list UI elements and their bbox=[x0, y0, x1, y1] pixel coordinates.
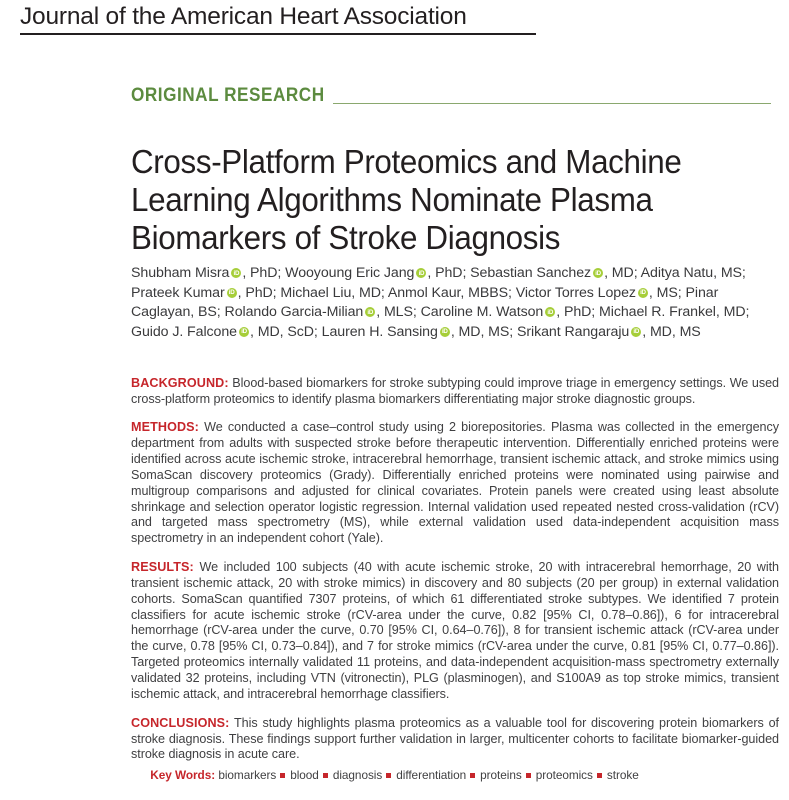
keyword-item[interactable]: proteomics bbox=[535, 768, 593, 782]
orcid-id-icon[interactable] bbox=[545, 307, 555, 317]
author-degrees: , PhD; Sebastian Sanchez bbox=[427, 265, 592, 281]
keyword-separator-icon bbox=[386, 773, 391, 778]
kicker-divider bbox=[333, 103, 771, 104]
keyword-item[interactable]: biomarkers bbox=[218, 768, 277, 782]
author-name: Shubham Misra bbox=[131, 265, 230, 281]
keyword-separator-icon bbox=[323, 773, 328, 778]
masthead-divider bbox=[20, 33, 536, 35]
keyword-separator-icon bbox=[597, 773, 602, 778]
author-degrees: , MD; Aditya Natu, MS; bbox=[604, 265, 746, 281]
author-degrees: , MD, ScD; bbox=[249, 323, 318, 340]
kicker-label: ORIGINAL RESEARCH bbox=[131, 84, 325, 106]
keywords-items bbox=[218, 768, 638, 782]
orcid-id-icon[interactable] bbox=[416, 268, 426, 278]
abstract-results bbox=[131, 560, 779, 703]
keyword-item[interactable]: blood bbox=[290, 768, 319, 782]
abstract-background bbox=[131, 376, 779, 408]
author-name: Rolando Garcia-Milian bbox=[224, 304, 364, 321]
orcid-id-icon[interactable] bbox=[631, 327, 641, 337]
author-name: Prateek Kumar bbox=[131, 284, 225, 301]
orcid-id-icon[interactable] bbox=[239, 327, 249, 337]
author-degrees: , PhD; Michael Liu, MD; Anmol Kaur, MBBS; Victor Torres Lopez bbox=[237, 284, 636, 301]
keyword-item[interactable]: diagnosis bbox=[332, 768, 383, 782]
section-kicker bbox=[131, 84, 771, 108]
keyword-separator-icon bbox=[280, 773, 285, 778]
author-degrees: , MD, MS bbox=[642, 323, 701, 340]
abstract bbox=[131, 363, 779, 763]
orcid-id-icon[interactable] bbox=[440, 327, 450, 337]
keywords-label: Key Words: bbox=[150, 768, 216, 782]
author-degrees: , PhD; Wooyoung Eric Jang bbox=[242, 265, 415, 281]
orcid-id-icon[interactable] bbox=[638, 288, 648, 298]
journal-name: Journal of the American Heart Association bbox=[20, 3, 467, 30]
author-name: Lauren H. Sansing bbox=[321, 323, 438, 340]
author-list bbox=[131, 264, 776, 342]
keywords-row bbox=[0, 768, 789, 782]
abstract-results-label: RESULTS: bbox=[131, 559, 194, 574]
author-degrees: , MS; Pinar Caglayan, BS; bbox=[131, 284, 719, 321]
keyword-separator-icon bbox=[470, 773, 475, 778]
article-title: Cross-Platform Proteomics and Machine Learning Algorithms Nominate Plasma Biomarkers of Stroke Diagnosis bbox=[131, 143, 682, 257]
author-degrees: , PhD; Michael R. Frankel, MD; Guido J. Falcone bbox=[131, 304, 750, 340]
abstract-conclusions-text: This study highlights plasma proteomics as a valuable tool for discovering protein biomarkers of stroke diagnosis. These findings support further validation in larger, multicenter cohorts to facilitate biomarker-guided stroke diagnosis in acute care. bbox=[131, 715, 779, 762]
abstract-methods bbox=[131, 420, 779, 547]
abstract-conclusions-label: CONCLUSIONS: bbox=[131, 715, 230, 730]
abstract-methods-label: METHODS: bbox=[131, 420, 199, 434]
keyword-item[interactable]: proteins bbox=[480, 768, 522, 782]
journal-masthead bbox=[20, 2, 580, 35]
keyword-separator-icon bbox=[526, 773, 531, 778]
keyword-item[interactable]: stroke bbox=[606, 768, 639, 782]
author-degrees: , MD, MS; Srikant Rangaraju bbox=[450, 323, 630, 340]
author-degrees: , MLS; Caroline M. Watson bbox=[376, 304, 544, 321]
orcid-id-icon[interactable] bbox=[365, 307, 375, 317]
orcid-id-icon[interactable] bbox=[593, 268, 603, 278]
abstract-methods-text: We conducted a case–control study using 2 biorepositories. Plasma was collected in the emergency department from adults with suspected stroke before therapeutic intervention. Differentially enriched proteins were identified across acute ischemic stroke, intracerebral hemorrhage, transient ischemic attack, and stroke mimics using SomaScan discovery proteomics (Grady). Differentially enriched proteins were nominated using pairwise and multigroup comparisons and adjusted for clinical covariates. Protein panels were created using least absolute shrinkage and selection operator logistic regression. Internal validation used repeated nested cross-validation (rCV) and targeted mass spectrometry (MS), while external validation used data-independent acquisition mass spectrometry in an independent cohort (Yale). bbox=[131, 420, 779, 546]
keyword-item[interactable]: differentiation bbox=[396, 768, 467, 782]
abstract-conclusions bbox=[131, 716, 779, 764]
abstract-background-text: Blood-based biomarkers for stroke subtyping could improve triage in emergency settings. We used cross-platform proteomics to identify plasma biomarkers differentiating major stroke diagnostic groups. bbox=[131, 375, 779, 406]
abstract-background-label: BACKGROUND: bbox=[131, 375, 229, 390]
orcid-id-icon[interactable] bbox=[231, 268, 241, 278]
orcid-id-icon[interactable] bbox=[227, 288, 237, 298]
abstract-results-text: We included 100 subjects (40 with acute ischemic stroke, 20 with intracerebral hemorrhage, 20 with transient ischemic attack, 20 with stroke mimics) in discovery and 80 subjects (20 per group) in external validation cohorts. SomaScan quantified 7307 proteins, of which 61 differentiated stroke subtypes. We identified 7 protein classifiers for acute ischemic stroke (rCV-area under the curve, 0.82 [95% CI, 0.78–0.86]), 6 for intracerebral hemorrhage (rCV-area under the curve, 0.70 [95% CI, 0.64–0.76]), 8 for transient ischemic attack (rCV-area under the curve, 0.78 [95% CI, 0.73–0.84]), and 7 for stroke mimics (rCV-area under the curve, 0.81 [95% CI, 0.77–0.86]). Targeted proteomics internally validated 11 proteins, and data-independent acquisition-mass spectrometry externally validated 32 proteins, including VTN (vitronectin), PLG (plasminogen), and S100A9 as top stroke mimics, transient ischemic attack, and intracerebral hemorrhage classifiers. bbox=[131, 559, 779, 702]
